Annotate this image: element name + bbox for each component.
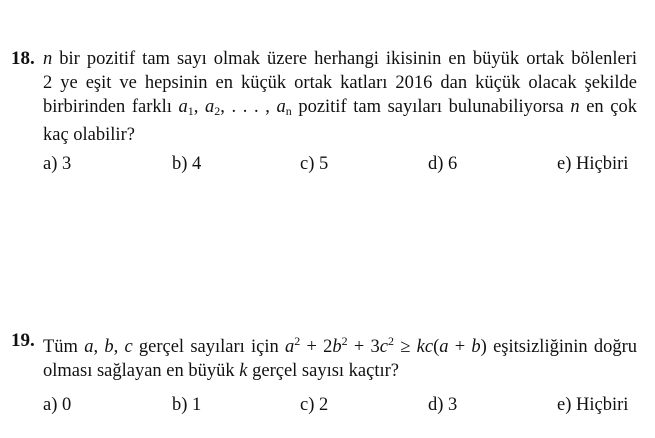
math-variable: a (284, 337, 295, 357)
statement-text: Tüm (43, 337, 85, 357)
choice-b[interactable]: b) 1 (172, 395, 202, 415)
statement-text: 2 ye eşit ve hepsinin en küçük ortak katları 2016 dan küçük olacak şekilde (43, 73, 637, 93)
statement-line (43, 47, 637, 71)
math-variable: n (43, 49, 53, 69)
choice-a[interactable]: a) 3 (43, 154, 72, 174)
math-superscript: 2 (294, 334, 301, 348)
math-variable: b (332, 337, 342, 357)
statement-text: gerçel sayıları için (132, 337, 285, 357)
problem-number: 18. (11, 48, 35, 69)
statement-text: kaç olabilir? (43, 125, 135, 145)
answer-choices (0, 152, 655, 176)
math-variable: a (439, 337, 449, 357)
statement-text: ) eşitsizliğinin doğru (480, 337, 638, 357)
statement-text: pozitif tam sayıları bulunabiliyorsa (291, 97, 571, 117)
math-variable: b (471, 337, 481, 357)
statement-text: + 2 (300, 337, 333, 357)
math-variable: a (205, 97, 215, 117)
statement-line (43, 359, 637, 383)
math-variable: c (124, 337, 133, 357)
math-variable: c (379, 337, 389, 357)
math-subscript: n (285, 104, 292, 118)
math-variable: a (84, 337, 94, 357)
math-variable: a (276, 97, 286, 117)
statement-line (43, 123, 637, 147)
statement-text: + (448, 337, 472, 357)
statement-text: , (113, 337, 125, 357)
problem-statement (43, 47, 637, 147)
statement-text: ≥ (394, 337, 417, 357)
math-variable: kc (416, 337, 434, 357)
choice-c[interactable]: c) 5 (300, 154, 329, 174)
statement-text: ( (433, 337, 440, 357)
statement-text: bir pozitif tam sayı olmak üzere herhangi ikisinin en büyük ortak bölenleri (52, 49, 637, 69)
problem-statement (43, 329, 637, 383)
statement-text: olması sağlayan en büyük (43, 361, 240, 381)
choice-e[interactable]: e) Hiçbiri (557, 395, 629, 415)
choice-b[interactable]: b) 4 (172, 154, 202, 174)
math-variable: k (239, 361, 248, 381)
math-variable: n (570, 97, 580, 117)
statement-text: en çok (579, 97, 638, 117)
problem-number: 19. (11, 330, 35, 351)
choice-d[interactable]: d) 6 (428, 154, 458, 174)
math-superscript: 2 (388, 334, 395, 348)
statement-text: + 3 (347, 337, 380, 357)
choice-c[interactable]: c) 2 (300, 395, 329, 415)
statement-text: , (193, 97, 205, 117)
statement-line (43, 71, 637, 95)
statement-line (43, 95, 637, 123)
choice-d[interactable]: d) 3 (428, 395, 458, 415)
statement-text: , (93, 337, 105, 357)
math-subscript: 2 (214, 104, 221, 118)
math-subscript: 1 (187, 104, 194, 118)
math-variable: a (178, 97, 188, 117)
statement-text: , . . . , (220, 97, 277, 117)
math-variable: b (104, 337, 114, 357)
statement-line (43, 329, 637, 359)
math-superscript: 2 (341, 334, 348, 348)
choice-e[interactable]: e) Hiçbiri (557, 154, 629, 174)
statement-text: birbirinden farklı (43, 97, 179, 117)
answer-choices (0, 393, 655, 417)
statement-text: gerçel sayısı kaçtır? (247, 361, 400, 381)
choice-a[interactable]: a) 0 (43, 395, 72, 415)
